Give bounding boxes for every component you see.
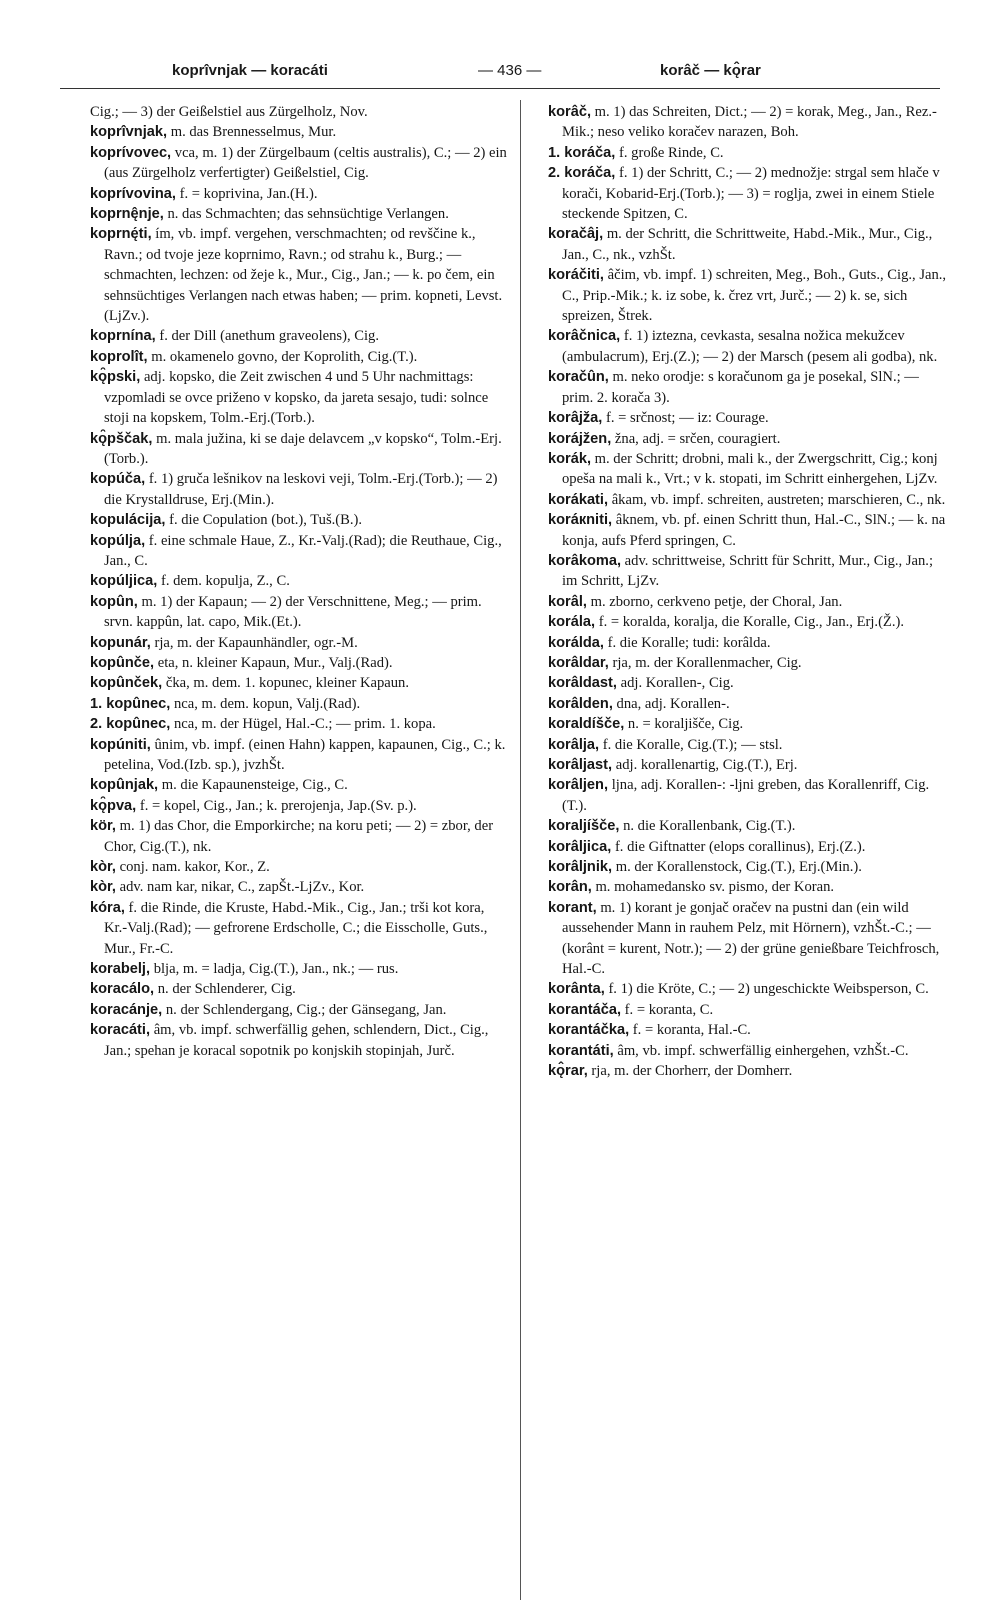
entry-definition: n. der Schlendergang, Cig.; der Gänsegang, Jan. xyxy=(165,1001,447,1018)
dictionary-entry xyxy=(90,898,510,959)
dictionary-entry xyxy=(90,735,510,776)
dictionary-entry xyxy=(548,143,952,163)
entry-definition: f. dem. kopulja, Z., C. xyxy=(160,573,290,590)
entry-headword: korâljen, xyxy=(548,777,609,794)
entry-definition: ljna, adj. Korallen-: -ljni greben, das Korallenriff, Cig.(T.). xyxy=(562,777,930,814)
dictionary-entry xyxy=(548,1041,952,1061)
entry-headword: korâljica, xyxy=(548,838,612,855)
entry-definition: âm, vb. impf. schwerfällig einhergehen, vzhŠt.-C. xyxy=(617,1042,909,1059)
entry-definition: f. die Giftnatter (elops corallinus), Erj.(Z.). xyxy=(614,838,866,855)
dictionary-entry xyxy=(548,265,952,326)
entry-definition: m. zborno, cerkveno petje, der Choral, Jan. xyxy=(590,593,843,610)
entry-definition: ûnim, vb. impf. (einen Hahn) kappen, kapaunen, Cig., C.; k. petelina, Vod.(Izb. sp.), jvzhŠt. xyxy=(104,736,506,773)
dictionary-entry xyxy=(90,796,510,816)
entry-definition: rja, m. der Chorherr, der Domherr. xyxy=(591,1063,793,1080)
entry-definition: f. = koranta, C. xyxy=(624,1001,714,1018)
dictionary-entry xyxy=(548,1061,952,1081)
entry-headword: koprnína, xyxy=(90,328,156,345)
entry-definition: âm, vb. impf. schwerfällig gehen, schlendern, Dict., Cig., Jan.; spehan je koracal sopotnik po konjskih stopinjah, Jurč. xyxy=(104,1022,489,1059)
entry-definition: čka, m. dem. 1. kopunec, kleiner Kapaun. xyxy=(165,675,409,692)
entry-definition: rja, m. der Kapaunhändler, ogr.-M. xyxy=(154,634,358,651)
header-left-guide-words: koprîvnjak — koracáti xyxy=(172,62,328,79)
dictionary-entry xyxy=(90,102,510,122)
entry-definition: Cig.; — 3) der Geißelstiel aus Zürgelholz, Nov. xyxy=(90,104,368,120)
entry-headword: kòr, xyxy=(90,879,116,896)
entry-headword: kopúlja, xyxy=(90,532,146,549)
dictionary-entry xyxy=(548,714,952,734)
entry-headword: kopûnče, xyxy=(90,654,155,671)
entry-definition: f. 1) iztezna, cevkasta, sesalna nožica mekužcev (ambulacrum), Erj.(Z.); — 2) der Marsch (pesem ali godba), nk. xyxy=(562,328,938,365)
entry-definition: vca, m. 1) der Zürgelbaum (celtis australis), C.; — 2) ein (aus Zürgelholz verfertigter) Geißelstiel, Cig. xyxy=(104,144,507,182)
dictionary-entry xyxy=(548,633,952,653)
dictionary-entry xyxy=(90,979,510,999)
entry-definition: m. der Korallenstock, Cig.(T.), Erj.(Min.). xyxy=(615,859,862,876)
entry-definition: f. die Copulation (bot.), Tuš.(B.). xyxy=(169,512,363,529)
dictionary-entry xyxy=(90,592,510,633)
entry-definition: m. okamenelo govno, der Koprolith, Cig.(T.). xyxy=(151,348,418,365)
entry-headword: korâčnica, xyxy=(548,328,621,345)
entry-headword: korâldast, xyxy=(548,675,617,692)
dictionary-entry xyxy=(548,1020,952,1040)
entry-headword: korák, xyxy=(548,450,591,467)
entry-headword: kopúča, xyxy=(90,471,146,488)
entry-headword: koráкniti, xyxy=(548,512,613,529)
entry-definition: f. = koralda, koralja, die Koralle, Cig., Jan., Erj.(Ž.). xyxy=(598,614,904,631)
entry-definition: f. große Rinde, C. xyxy=(619,144,724,161)
entry-headword: koprolît, xyxy=(90,348,148,365)
entry-headword: korâljast, xyxy=(548,757,613,773)
dictionary-entry xyxy=(548,857,952,877)
entry-definition: m. die Kapaunensteige, Cig., C. xyxy=(161,777,348,794)
entry-headword: kǫ̑pva, xyxy=(90,797,137,814)
dictionary-entry xyxy=(90,469,510,510)
entry-headword: kóra, xyxy=(90,899,125,916)
entry-definition: f. die Koralle, Cig.(T.); — stsl. xyxy=(602,736,783,753)
header-right-guide-words: korâč — kǫ̂rar xyxy=(660,62,761,79)
dictionary-entry xyxy=(548,429,952,449)
dictionary-entry xyxy=(548,449,952,490)
entry-headword: kopulácija, xyxy=(90,512,166,529)
dictionary-entry xyxy=(548,490,952,510)
dictionary-entry xyxy=(548,102,952,143)
entry-headword: korâč, xyxy=(548,104,591,120)
entry-definition: ím, vb. impf. vergehen, verschmachten; od revščine k., Ravn.; od tvoje jeze koprnimo, Ravn.; od strahu k., Burg.; — schmachten, lechzen: od žeje k., Mur., Cig., Jan.; — k. po čem, ein sehnsüchtiges Verlangen nach etwas haben; — prim. kopneti, Levst.(LjZv.). xyxy=(104,226,503,325)
entry-definition: n. = koraljišče, Cig. xyxy=(627,716,744,733)
dictionary-entry xyxy=(90,143,510,184)
dictionary-entry xyxy=(548,408,952,428)
dictionary-entry xyxy=(548,979,952,999)
entry-definition: adv. nam kar, nikar, C., zapŠt.-LjZv., Kor. xyxy=(119,879,365,896)
entry-definition: m. 1) der Kapaun; — 2) der Verschnittene, Meg.; — prim. srvn. kappûn, lat. capo, Mik.(Et.). xyxy=(104,593,482,631)
entry-definition: f. 1) die Kröte, C.; — 2) ungeschickte Weibsperson, C. xyxy=(608,981,929,998)
entry-headword: koračâj, xyxy=(548,226,604,243)
entry-definition: m. der Schritt, die Schrittweite, Habd.-Mik., Mur., Cig., Jan., C., nk., vzhŠt. xyxy=(562,226,933,263)
entry-definition: n. die Korallenbank, Cig.(T.). xyxy=(623,818,796,835)
dictionary-entry xyxy=(90,877,510,897)
dictionary-entry xyxy=(548,775,952,816)
entry-definition: adj. korallenartig, Cig.(T.), Erj. xyxy=(615,757,798,773)
entry-headword: 1. kopûnec, xyxy=(90,695,171,712)
entry-headword: kopûnček, xyxy=(90,675,163,692)
entry-definition: adv. schrittweise, Schritt für Schritt, Mur., Cig., Jan.; im Schritt, LjZv. xyxy=(562,552,933,590)
entry-headword: korála, xyxy=(548,614,596,631)
entry-headword: koračûn, xyxy=(548,369,609,386)
dictionary-entry xyxy=(548,694,952,714)
entry-headword: kopûnjak, xyxy=(90,777,159,794)
entry-headword: 2. koráča, xyxy=(548,165,616,182)
dictionary-entry xyxy=(548,163,952,224)
entry-definition: f. der Dill (anethum graveolens), Cig. xyxy=(159,328,379,345)
entry-headword: koprîvnjak, xyxy=(90,124,168,141)
entry-headword: korânta, xyxy=(548,981,605,998)
page-number: — 436 — xyxy=(478,62,542,79)
entry-definition: adj. kopsko, die Zeit zwischen 4 und 5 Uhr nachmittags: vzpomladi se ovce priženo v kopsko, da jareta sesajo, tudi: solnce stoji na kopskem, Tolm.-Erj.(Torb.). xyxy=(104,369,489,427)
dictionary-entry xyxy=(548,1000,952,1020)
entry-definition: dna, adj. Korallen-. xyxy=(616,695,730,712)
dictionary-entry xyxy=(90,571,510,591)
entry-headword: korákati, xyxy=(548,491,609,508)
left-column xyxy=(90,102,510,1061)
entry-headword: korálda, xyxy=(548,634,604,651)
entry-headword: koraljíšče, xyxy=(548,818,620,835)
entry-headword: korâlden, xyxy=(548,695,613,712)
entry-headword: kǫ̑pski, xyxy=(90,369,141,386)
dictionary-entry xyxy=(90,673,510,693)
entry-headword: koprívovec, xyxy=(90,144,172,161)
entry-headword: korâl, xyxy=(548,593,587,610)
entry-headword: 1. koráča, xyxy=(548,144,616,161)
dictionary-entry xyxy=(90,959,510,979)
dictionary-entry xyxy=(90,857,510,877)
page-header xyxy=(60,62,940,89)
dictionary-entry xyxy=(548,673,952,693)
entry-definition: rja, m. der Korallenmacher, Cig. xyxy=(612,654,802,671)
entry-headword: korantáča, xyxy=(548,1001,622,1018)
entry-headword: kǫ̂rar, xyxy=(548,1063,588,1080)
entry-headword: korantáti, xyxy=(548,1042,614,1059)
entry-definition: f. eine schmale Haue, Z., Kr.-Valj.(Rad); die Reuthaue, Cig., Jan., C. xyxy=(104,532,502,569)
dictionary-entry xyxy=(90,653,510,673)
dictionary-entry xyxy=(548,735,952,755)
entry-definition: m. 1) das Chor, die Emporkirche; na koru peti; — 2) = zbor, der Chor, Cig.(T.), nk. xyxy=(104,818,494,855)
dictionary-entry xyxy=(90,326,510,346)
entry-headword: korâlja, xyxy=(548,736,600,753)
entry-headword: korâjža, xyxy=(548,410,603,427)
entry-definition: f. die Koralle; tudi: korâlda. xyxy=(607,634,771,651)
entry-definition: m. der Schritt; drobni, mali k., der Zwergschritt, Cig.; konj opeša na mali k., Vrt.; v k. stopati, im Schritt einhergehen, LjZv. xyxy=(562,450,938,488)
dictionary-entry xyxy=(90,510,510,530)
entry-definition: m. mala južina, ki se daje delavcem „v kopsko“, Tolm.-Erj.(Torb.). xyxy=(104,430,502,467)
entry-headword: koprnę̂nje, xyxy=(90,206,164,223)
entry-definition: m. mohamedansko sv. pismo, der Koran. xyxy=(595,879,835,896)
dictionary-entry xyxy=(548,816,952,836)
entry-definition: f. die Rinde, die Kruste, Habd.-Mik., Cig., Jan.; trši kot kora, Kr.-Valj.(Rad); — gefrorene Erdscholle, C.; die Eisscholle, Guts., Mur., Fr.-C. xyxy=(104,899,488,957)
dictionary-entry xyxy=(90,429,510,470)
dictionary-entry xyxy=(90,122,510,142)
dictionary-entry xyxy=(90,347,510,367)
entry-definition: m. das Brennesselmus, Mur. xyxy=(170,124,337,141)
entry-definition: eta, n. kleiner Kapaun, Mur., Valj.(Rad). xyxy=(157,654,393,671)
entry-headword: 2. kopûnec, xyxy=(90,716,171,733)
entry-headword: korájžen, xyxy=(548,430,612,447)
entry-headword: koraldíšče, xyxy=(548,716,625,733)
dictionary-entry xyxy=(90,184,510,204)
entry-definition: nca, m. dem. kopun, Valj.(Rad). xyxy=(173,695,361,712)
dictionary-entry xyxy=(548,224,952,265)
dictionary-entry xyxy=(90,775,510,795)
dictionary-entry xyxy=(548,612,952,632)
entry-definition: žna, adj. = srčen, couragiert. xyxy=(614,430,781,447)
entry-headword: kopunár, xyxy=(90,634,151,651)
dictionary-entry xyxy=(90,531,510,572)
entry-definition: f. = srčnost; — iz: Courage. xyxy=(606,410,769,427)
dictionary-entry xyxy=(548,367,952,408)
entry-headword: koracánje, xyxy=(90,1001,163,1018)
dictionary-entry xyxy=(548,510,952,551)
entry-definition: conj. nam. kakor, Kor., Z. xyxy=(119,859,270,876)
entry-definition: m. neko orodje: s koračunom ga je posekal, SlN.; — prim. 2. korača 3). xyxy=(562,369,919,406)
dictionary-entry xyxy=(90,694,510,714)
entry-definition: n. der Schlenderer, Cig. xyxy=(157,981,296,998)
right-column xyxy=(548,102,952,1082)
dictionary-entry xyxy=(90,633,510,653)
dictionary-entry xyxy=(548,837,952,857)
dictionary-entry xyxy=(548,653,952,673)
dictionary-entry xyxy=(90,204,510,224)
entry-headword: korâljnik, xyxy=(548,859,613,876)
entry-headword: kopúniti, xyxy=(90,736,151,753)
entry-headword: korant, xyxy=(548,899,597,916)
dictionary-entry xyxy=(90,1020,510,1061)
dictionary-entry xyxy=(548,898,952,980)
dictionary-entry xyxy=(90,224,510,326)
entry-headword: korabelj, xyxy=(90,961,151,978)
entry-headword: koracáti, xyxy=(90,1022,151,1039)
entry-headword: koprívovina, xyxy=(90,185,176,202)
entry-definition: nca, m. der Hügel, Hal.-C.; — prim. 1. kopa. xyxy=(173,716,436,733)
dictionary-entry xyxy=(90,816,510,857)
entry-headword: koprnę́ti, xyxy=(90,226,152,243)
dictionary-entry xyxy=(90,367,510,428)
dictionary-entry xyxy=(548,877,952,897)
entry-definition: f. = koranta, Hal.-C. xyxy=(632,1022,751,1039)
dictionary-entry xyxy=(90,714,510,734)
entry-definition: m. 1) korant je gonjač oračev na pustni dan (ein wild aussehender Mann in rauhem Pelz, mit Hörnern), vzhŠt.-C.; — (korânt = kurent, Notr.); — 2) der grüne genießbare Teichfrosch, Hal.-C. xyxy=(562,899,940,978)
entry-definition: âkam, vb. impf. schreiten, austreten; marschieren, C., nk. xyxy=(611,491,946,508)
dictionary-entry xyxy=(548,755,952,775)
entry-definition: m. 1) das Schreiten, Dict.; — 2) = korak, Meg., Jan., Rez.-Mik.; neso veliko koračev narazen, Boh. xyxy=(562,104,937,141)
dictionary-entry xyxy=(90,1000,510,1020)
entry-headword: korâldar, xyxy=(548,654,609,671)
entry-headword: kopûn, xyxy=(90,593,138,610)
entry-headword: kopúljica, xyxy=(90,573,158,590)
dictionary-entry xyxy=(548,326,952,367)
entry-headword: kör, xyxy=(90,818,116,835)
dictionary-entry xyxy=(548,592,952,612)
entry-headword: korân, xyxy=(548,879,592,896)
entry-headword: kòr, xyxy=(90,859,116,876)
dictionary-entry xyxy=(548,551,952,592)
entry-definition: adj. Korallen-, Cig. xyxy=(620,675,734,692)
entry-definition: blja, m. = ladja, Cig.(T.), Jan., nk.; — rus. xyxy=(153,961,399,978)
entry-definition: f. = kopel, Cig., Jan.; k. prerojenja, Jap.(Sv. p.). xyxy=(139,797,417,814)
entry-headword: koráčiti, xyxy=(548,267,604,284)
entry-definition: f. 1) gruča lešnikov na leskovi veji, Tolm.-Erj.(Torb.); — 2) die Krystalldruse, Erj.(Min.). xyxy=(104,471,498,508)
entry-definition: n. das Schmachten; das sehnsüchtige Verlangen. xyxy=(167,206,449,223)
entry-definition: âknem, vb. pf. einen Schritt thun, Hal.-C., SlN.; — k. na konja, aufs Pferd springen, C. xyxy=(562,512,946,549)
entry-headword: korâkoma, xyxy=(548,552,622,569)
entry-definition: f. 1) der Schritt, C.; — 2) mednožje: strgal sem hlače v korači, Kobarid-Erj.(Torb.); — 3) = roglja, zwei in einem Stiele steckende Spitzen, C. xyxy=(562,165,940,223)
entry-definition: âčim, vb. impf. 1) schreiten, Meg., Boh., Guts., Cig., Jan., C., Prip.-Mik.; k. iz sobe, k. črez vrt, Jurč.; — 2) k. se, sich spreizen, Štrek. xyxy=(562,267,947,325)
entry-headword: korantáčka, xyxy=(548,1022,630,1039)
entry-headword: kǫ̑pščak, xyxy=(90,430,153,447)
entry-definition: f. = koprivina, Jan.(H.). xyxy=(179,185,318,202)
entry-headword: koracálo, xyxy=(90,981,155,998)
column-divider xyxy=(520,100,521,1600)
